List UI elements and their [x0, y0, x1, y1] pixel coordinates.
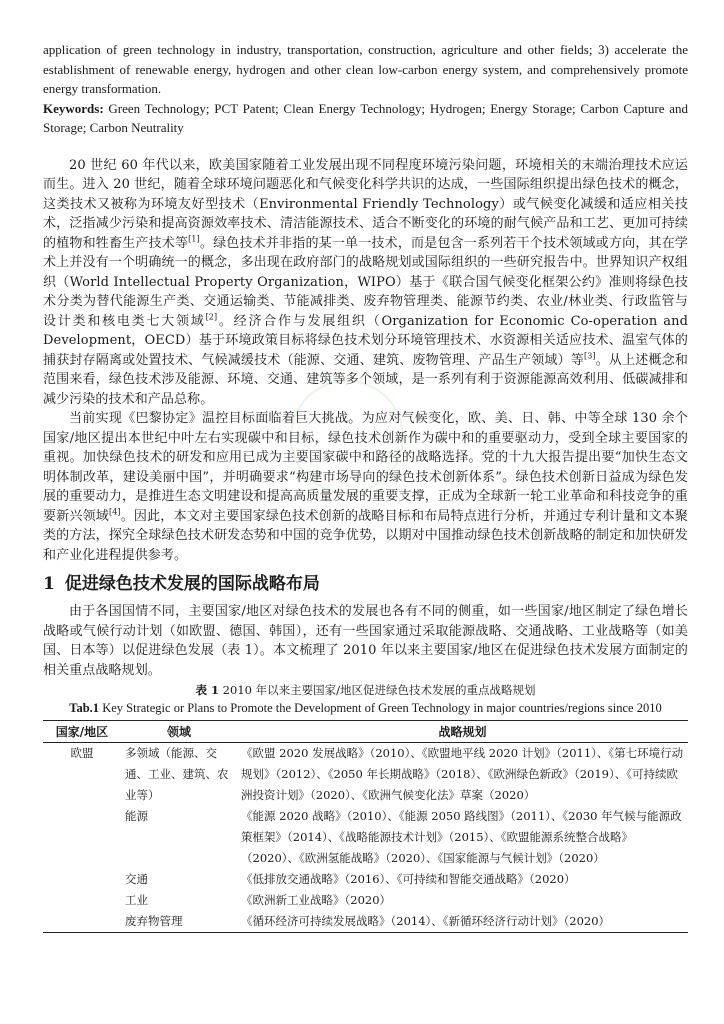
intro-p1-text-4: 。从上述概念和范围来看，绿色技术涉及能源、环境、交通、建筑等多个领域，是一系列有利于资源能源高效利用、低碳减排和减少污染的技术和产品总称。	[43, 352, 688, 407]
cell-country: 欧盟	[70, 746, 94, 760]
keywords-text: Green Technology; PCT Patent; Clean Energy Technology; Hydrogen; Energy Storage; Carbon Capture and Storage; Carbon Neutrality	[43, 100, 688, 135]
cell-field: 工业	[125, 893, 148, 907]
column-header-country: 国家/地区	[43, 721, 121, 743]
cell-field: 废弃物管理	[121, 911, 237, 933]
table-caption-zh	[43, 682, 688, 699]
table-label-en: Tab.1	[69, 701, 100, 715]
cell-plans: 《欧盟 2020 发展战略》（2010）、《欧盟地平线 2020 计划》（2011）、《第七环境行动规划》（2012）、《2050 年长期战略》（2018）、《欧洲绿色新政》（2019）、《可持续欧洲投资计划》（2020）、《欧洲气候变化法》草案（2020）	[241, 746, 684, 802]
citation-ref[interactable]: [2]	[205, 312, 218, 322]
table-label-zh: 表 1	[195, 683, 220, 697]
intro-paragraph-1	[43, 156, 688, 410]
abstract-tail	[43, 40, 688, 99]
citation-ref[interactable]: [3]	[583, 351, 596, 361]
table-header-row	[43, 721, 688, 743]
cell-country	[43, 911, 121, 933]
section-title: 促进绿色技术发展的国际战略布局	[64, 574, 320, 594]
column-header-plans: 战略规划	[237, 721, 688, 743]
cell-country	[43, 806, 121, 869]
section-number: 1	[43, 574, 55, 594]
paper-page	[43, 40, 688, 933]
cell-plans: 《循环经济可持续发展战略》（2014）、《新循环经济行动计划》（2020）	[237, 911, 688, 933]
table-row	[43, 743, 688, 807]
keywords-line	[43, 99, 688, 138]
intro-p1-text-2: 。绿色技术并非指的某一单一技术，而是包含一系列若干个技术领域或方向，其在学术上并没有一个明确统一的概念，多出现在政府部门的战略规划或国际组织的一些研究报告中。世界知识产权组织（World Intellectual Property Organization，WIPO）基于《联合国气候变化框架公约》准则将绿色技术分类为替代能源生产类、交通运输类、节能减排类、废弃物管理类、能源节约类、农业/林业类、行政监管与设计类和核电类七大领域	[43, 235, 689, 329]
keywords-label: Keywords:	[43, 100, 104, 116]
table-row	[43, 806, 688, 869]
citation-ref[interactable]: [4]	[108, 507, 121, 517]
strategy-table	[43, 720, 688, 933]
table-row	[43, 869, 688, 890]
intro-p1-text-3: 。经济合作与发展组织（Organization for Economic Co-operation and Development，OECD）基于环境政策目标将绿色技术划分环境管理技术、水资源相关适应技术、温室气体的捕获封存隔离或处置技术、气候减缓技术（能源、交通、建筑、废物管理、产品生产领域）等	[43, 313, 688, 368]
cell-country	[43, 890, 121, 911]
table-row	[43, 890, 688, 911]
section-1-paragraph	[43, 602, 688, 680]
intro-p2-text-2: 。因此，本文对主要国家绿色技术创新的战略目标和布局特点进行分析，并通过专利计量和文本聚类的方法，探究全球绿色技术研发态势和中国的竞争优势，以期对中国推动绿色技术创新战略的制定和加快研发和产业化进程提供参考。	[43, 508, 688, 563]
cell-field: 多领域（能源、交通、工业、建筑、农业等）	[125, 746, 229, 802]
intro-p2-text-1: 当前实现《巴黎协定》温控目标面临着巨大挑战。为应对气候变化，欧、美、日、韩、中等全球 130 余个国家/地区提出本世纪中叶左右实现碳中和目标，绿色技术创新作为碳中和的重要驱动力，受到全球主要国家的重视。加快绿色技术的研发和应用已成为主要国家碳中和路径的战略选择。党的十九大报告提出要“加快生态文明体制改革，建设美丽中国”，并明确要求“构建市场导向的绿色技术创新体系”。绿色技术创新日益成为绿色发展的重要动力，是推进生态文明建设和提高高质量发展的重要支撑，正成为全球新一轮工业革命和科技竞争的重要新兴领域	[43, 411, 688, 524]
section-1-text: 由于各国国情不同，主要国家/地区对绿色技术的发展也各有不同的侧重，如一些国家/地区制定了绿色增长战略或气候行动计划（如欧盟、德国、韩国），还有一些国家通过采取能源战略、交通战略、工业战略等（如美国、日本等）以促进绿色发展（表 1）。本文梳理了 2010 年以来主要国家/地区在促进绿色技术发展方面制定的相关重点战略规划。	[43, 604, 688, 678]
cell-plans: 《欧洲新工业战略》（2020）	[241, 893, 392, 907]
citation-ref[interactable]: [1]	[188, 234, 200, 244]
cell-field: 交通	[125, 872, 148, 886]
cell-plans: 《低排放交通战略》（2016）、《可持续和智能交通战略》（2020）	[241, 872, 576, 886]
intro-p1-text-1: 20 世纪 60 年代以来，欧美国家随着工业发展出现不同程度环境污染问题，环境相关的末端治理技术应运而生。进入 20 世纪，随着全球环境问题恶化和气候变化科学共识的达成，一些国际组织提出绿色技术的概念，这类技术又被称为环境友好型技术（Environmental Friendly Technology）或气候变化减缓和适应相关技术，泛指减少污染和提高资源效率技术、清洁能源技术、适合不断变化的环境的耐气候产品和工艺、更加可持续的植物和牲畜生产技术等	[43, 157, 688, 251]
section-heading	[43, 572, 688, 596]
column-header-field: 领域	[121, 721, 237, 743]
table-row	[43, 911, 688, 933]
cell-field: 能源	[125, 809, 148, 823]
cell-country	[43, 869, 121, 890]
spacer	[43, 138, 688, 156]
intro-paragraph-2	[43, 409, 688, 565]
abstract-text: application of green technology in industry, transportation, construction, agriculture and other fields; 3) accelerate the establishment of renewable energy, hydrogen and other clean low-carbon energy system, and comprehensively promote energy transformation.	[43, 42, 688, 96]
table-caption-zh-text: 2010 年以来主要国家/地区促进绿色技术发展的重点战略规划	[219, 683, 536, 697]
table-caption-en-text: Key Strategic or Plans to Promote the Development of Green Technology in major countries/regions since 2010	[99, 701, 662, 715]
table-caption-en	[43, 699, 688, 717]
cell-plans: 《能源 2020 战略》（2010）、《能源 2050 路线图》（2011）、《2030 年气候与能源政策框架》（2014）、《战略能源技术计划》（2015）、《欧盟能源系统整合战略》（2020）、《欧洲氢能战略》（2020）、《国家能源与气候计划》（2020）	[241, 809, 682, 865]
